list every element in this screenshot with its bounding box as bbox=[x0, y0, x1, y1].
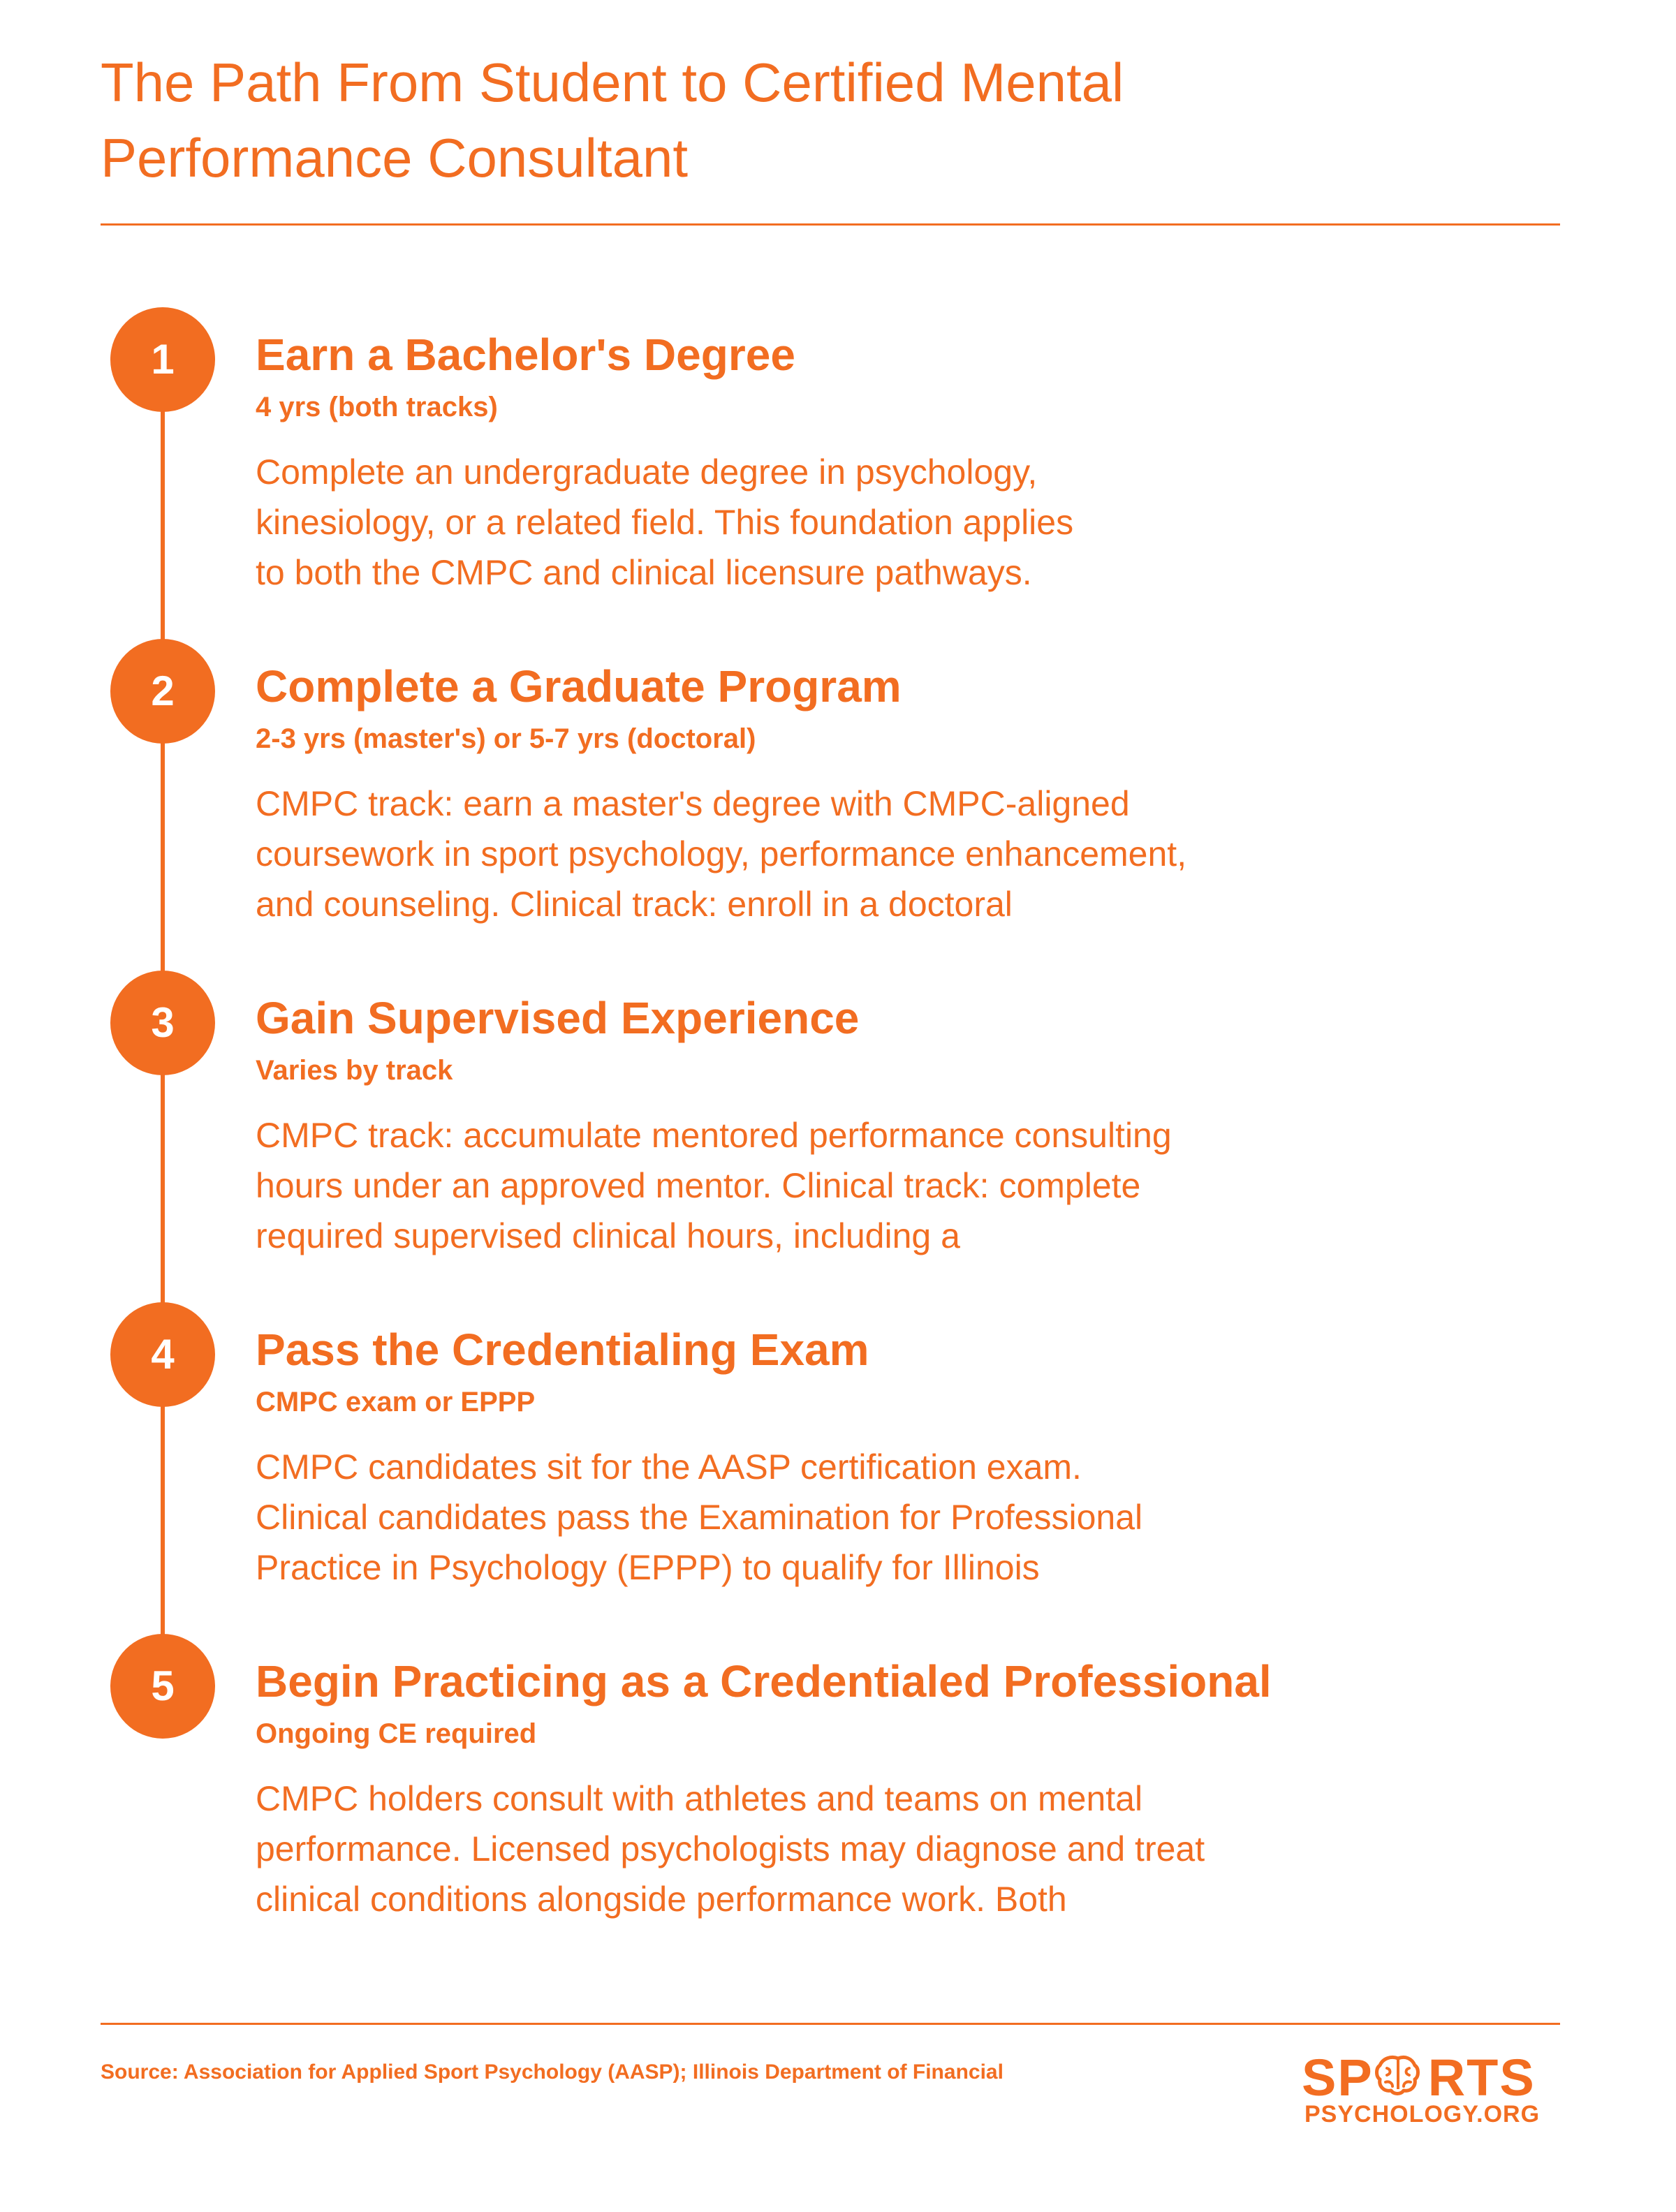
step-description-line: clinical conditions alongside performance work. Both bbox=[256, 1880, 1067, 1919]
step-title: Earn a Bachelor's Degree bbox=[256, 330, 795, 380]
logo-subtitle: PSYCHOLOGY.ORG bbox=[1304, 2101, 1541, 2128]
step-description-line: required supervised clinical hours, including a bbox=[256, 1216, 960, 1255]
source-citation: Source: Association for Applied Sport Psychology (AASP); Illinois Department of Financial bbox=[101, 2060, 1004, 2084]
step-duration: 2-3 yrs (master's) or 5-7 yrs (doctoral) bbox=[256, 723, 756, 754]
brain-icon bbox=[1373, 2053, 1423, 2102]
step-description-line: kinesiology, or a related field. This foundation applies bbox=[256, 503, 1074, 542]
page-title-line-2: Performance Consultant bbox=[101, 127, 689, 189]
logo-word-left: SP bbox=[1302, 2049, 1374, 2107]
page-title-line-1: The Path From Student to Certified Mental bbox=[101, 52, 1124, 113]
page-title bbox=[101, 45, 1427, 196]
step-duration: Varies by track bbox=[256, 1055, 453, 1086]
step-title: Gain Supervised Experience bbox=[256, 993, 860, 1043]
step-description-line: Clinical candidates pass the Examination for Professional bbox=[256, 1498, 1143, 1537]
footer-divider bbox=[101, 2023, 1560, 2025]
step-title: Complete a Graduate Program bbox=[256, 661, 902, 711]
step-description bbox=[256, 779, 1373, 929]
step-number-circle: 5 bbox=[110, 1634, 215, 1739]
step-description-line: coursework in sport psychology, performance enhancement, bbox=[256, 834, 1187, 873]
step-description-line: Complete an undergraduate degree in psychology, bbox=[256, 452, 1038, 492]
step-duration: 4 yrs (both tracks) bbox=[256, 392, 498, 422]
step-description-line: CMPC track: accumulate mentored performance consulting bbox=[256, 1116, 1172, 1155]
step-number-circle: 3 bbox=[110, 971, 215, 1075]
step-title: Pass the Credentialing Exam bbox=[256, 1325, 869, 1375]
step-description bbox=[256, 1774, 1373, 1924]
step-description-line: hours under an approved mentor. Clinical track: complete bbox=[256, 1166, 1141, 1205]
step-number-circle: 1 bbox=[110, 307, 215, 412]
sportspsychology-logo bbox=[1302, 2050, 1560, 2127]
step-description bbox=[256, 1110, 1373, 1261]
step-description-line: CMPC candidates sit for the AASP certification exam. bbox=[256, 1447, 1082, 1487]
step-duration: Ongoing CE required bbox=[256, 1718, 537, 1749]
header-divider bbox=[101, 223, 1560, 226]
step-description-line: CMPC holders consult with athletes and teams on mental bbox=[256, 1779, 1143, 1818]
step-duration: CMPC exam or EPPP bbox=[256, 1387, 536, 1417]
step-number-circle: 4 bbox=[110, 1302, 215, 1407]
step-description-line: and counseling. Clinical track: enroll in a doctoral bbox=[256, 885, 1013, 924]
step-description-line: performance. Licensed psychologists may diagnose and treat bbox=[256, 1829, 1205, 1868]
step-description-line: Practice in Psychology (EPPP) to qualify for Illinois bbox=[256, 1548, 1040, 1587]
step-description-line: to both the CMPC and clinical licensure pathways. bbox=[256, 553, 1032, 592]
step-description bbox=[256, 447, 1373, 598]
step-number-circle: 2 bbox=[110, 639, 215, 744]
step-description-line: CMPC track: earn a master's degree with CMPC-aligned bbox=[256, 784, 1130, 823]
step-description bbox=[256, 1442, 1373, 1593]
step-title: Begin Practicing as a Credentialed Professional bbox=[256, 1656, 1272, 1706]
logo-word-right: RTS bbox=[1427, 2049, 1536, 2107]
